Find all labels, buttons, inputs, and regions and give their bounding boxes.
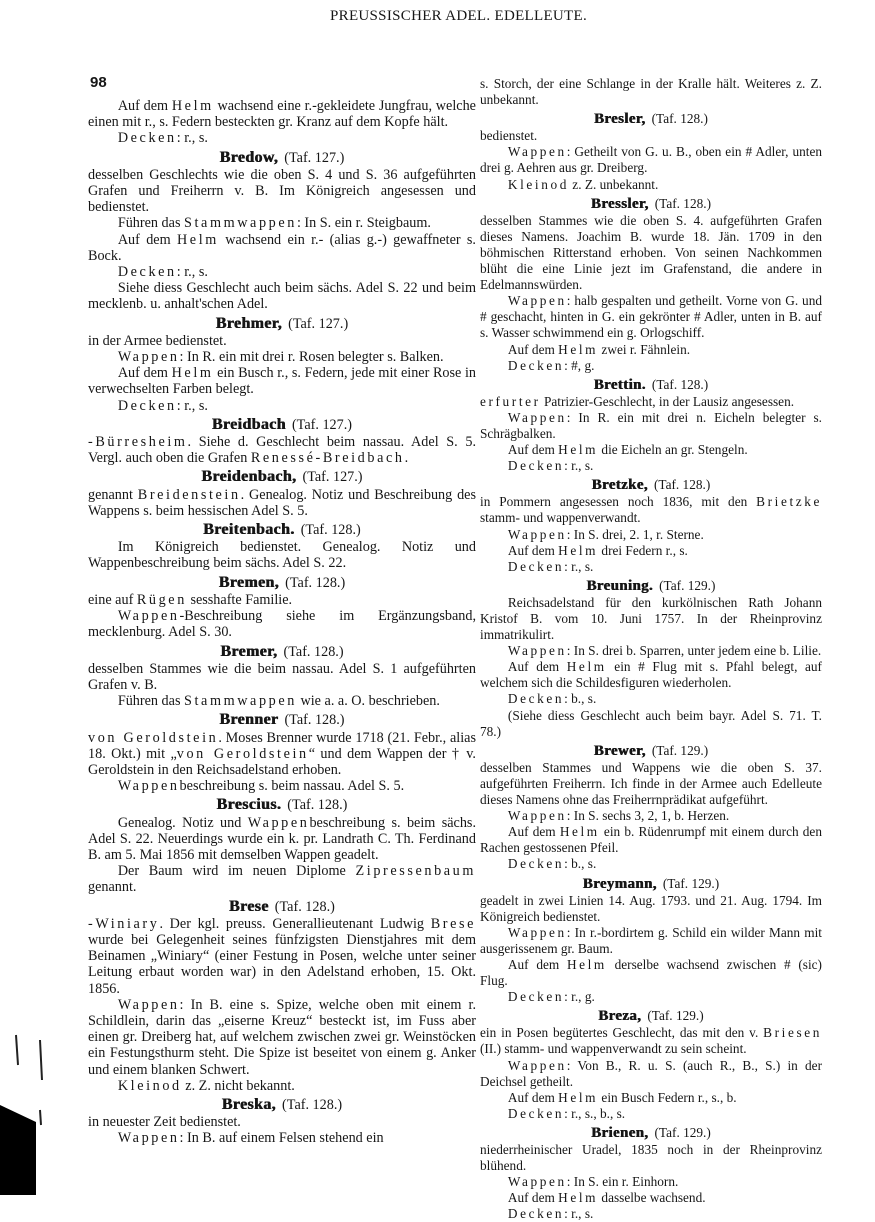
text-run: : In r.-bordirtem g. Schild ein wilder Mann mit ausgerissenem gr. Baum. xyxy=(480,924,822,956)
plate-reference: (Taf. 127.) xyxy=(284,149,345,166)
entry-paragraph xyxy=(480,442,822,458)
text-run: : In B. eine s. Spize, welche oben mit einem r. Schildlein, darin das „eiserne Kreuz“ besteckt ist, im Fuss aber einen gr. Dreiberg hat, auf welchem zwischen zwei gr. Weinstöcken ein Festungsthurm steht. Die Spize ist beseitet von einem g. Anker und einem blanken Schwert. xyxy=(88,996,476,1078)
text-run: (II.) stamm- und wappenverwandt zu sein scheint. xyxy=(480,1041,747,1057)
family-name: Breidenbach, xyxy=(201,468,297,486)
family-name: Brese xyxy=(229,897,269,915)
entry-paragraph xyxy=(480,213,822,293)
spaced-term: Helm xyxy=(558,341,599,357)
entry xyxy=(88,712,476,794)
entry-paragraph xyxy=(88,592,476,608)
spaced-term: Decken xyxy=(507,558,565,574)
text-run: : r., s. xyxy=(176,130,208,147)
entry-paragraph xyxy=(480,410,822,442)
plate-reference: (Taf. 129.) xyxy=(659,577,716,593)
scan-edge-artifact xyxy=(0,1010,50,1195)
entry-heading xyxy=(480,1125,822,1141)
text-run: desselben Geschlechts wie die oben S. 4 und S. 36 aufgeführten Grafen und Freiherrn v. B. Im Königreich angesessen und bedienstet. xyxy=(88,166,476,216)
text-run: zwei r. Fähnlein. xyxy=(598,341,691,357)
text-run: bedienstet. xyxy=(480,128,538,144)
text-run: Auf dem xyxy=(507,542,559,558)
spaced-term: Zipressenbaum xyxy=(355,863,476,880)
spaced-term: Decken xyxy=(507,856,565,872)
entry-paragraph xyxy=(480,342,822,358)
spaced-term: Helm xyxy=(566,659,607,675)
entry-heading xyxy=(88,1097,476,1113)
text-run: -Beschreibung siehe im Ergänzungsband, mecklenburg. Adel S. 30. xyxy=(88,608,476,641)
text-run: in neuester Zeit bedienstet. xyxy=(88,1114,241,1131)
spaced-term: von Geroldstein xyxy=(88,729,219,746)
entry-paragraph xyxy=(88,280,476,312)
entry xyxy=(88,1097,476,1147)
spaced-term: Brese xyxy=(430,915,476,932)
text-run: wie a. a. O. beschrieben. xyxy=(296,693,440,710)
entry-paragraph xyxy=(480,856,822,872)
entry-paragraph xyxy=(480,543,822,559)
text-run: : In B. auf einem Felsen stehend ein xyxy=(179,1130,384,1147)
entry xyxy=(480,76,822,108)
entry-paragraph xyxy=(480,808,822,824)
text-run: Auf dem xyxy=(507,1190,559,1206)
entry xyxy=(480,743,822,873)
plate-reference: (Taf. 128.) xyxy=(282,1096,343,1113)
family-name: Bresler, xyxy=(594,111,646,128)
text-run: Führen das xyxy=(117,215,185,232)
entry-paragraph xyxy=(88,232,476,264)
entry-paragraph xyxy=(480,559,822,575)
plate-reference: (Taf. 127.) xyxy=(302,469,363,486)
entry-paragraph xyxy=(480,1106,822,1122)
family-name: Brehmer, xyxy=(215,314,283,332)
entry xyxy=(88,797,476,895)
plate-reference: (Taf. 128.) xyxy=(300,522,361,539)
spaced-term: Decken xyxy=(117,397,177,414)
family-name: Bredow, xyxy=(219,148,279,166)
entry-paragraph xyxy=(88,916,476,997)
text-run: desselben Stammes wie die oben S. 4. aufgeführten Grafen dieses Namens. Joachim B. wurde 18. Jän. 1709 in den böhmischen Ritterstand erhoben. Von seinen Nachkommen blüht die eine Linie jezt im Grafenstand, die andere in Edelmannswürden. xyxy=(480,212,822,293)
entry xyxy=(480,876,822,1006)
plate-reference: (Taf. 129.) xyxy=(662,875,720,891)
entry-paragraph xyxy=(480,893,822,925)
spaced-term: Wappen xyxy=(507,526,567,542)
spaced-term: Wappen xyxy=(117,349,180,366)
text-run: : In S. drei b. Sparren, unter jedem eine b. Lilie. xyxy=(566,643,822,659)
entry-paragraph xyxy=(480,1058,822,1090)
spaced-term: Briesen xyxy=(763,1025,822,1041)
text-run: : In S. ein r. Einhorn. xyxy=(566,1174,679,1190)
spaced-term: Helm xyxy=(558,442,599,458)
entry-paragraph xyxy=(88,815,476,864)
plate-reference: (Taf. 128.) xyxy=(654,195,712,211)
entry-heading xyxy=(480,876,822,892)
family-name: Brenner xyxy=(219,711,279,729)
family-name: Bretzke, xyxy=(591,477,648,494)
text-run: Auf dem xyxy=(507,1089,559,1105)
spaced-term: Wappen xyxy=(507,924,567,940)
text-run: Reichsadelstand für den kurkölnischen Rath Johann Kristof B. vom 10. Juni 1757. In der Rheinprovinz immatrikulirt. xyxy=(480,594,822,643)
entry-paragraph xyxy=(88,1078,476,1094)
entry-heading xyxy=(88,712,476,728)
entry-paragraph xyxy=(88,365,476,397)
entry xyxy=(480,477,822,575)
entry-heading xyxy=(88,899,476,915)
text-run: z. Z. nicht bekannt. xyxy=(181,1077,295,1094)
entry-heading xyxy=(88,797,476,813)
spaced-term: Decken xyxy=(507,691,565,707)
text-run: Auf dem xyxy=(507,442,559,458)
entry-paragraph xyxy=(480,1206,822,1222)
entry-paragraph xyxy=(480,1190,822,1206)
text-run: stamm- und wappenverwandt. xyxy=(480,510,641,526)
spaced-term: Wappen xyxy=(507,1174,567,1190)
text-run: drei Federn r., s. xyxy=(598,542,688,558)
entry-heading xyxy=(88,644,476,660)
text-run: in der Armee bedienstet. xyxy=(88,332,227,349)
entry-paragraph xyxy=(480,957,822,989)
plate-reference: (Taf. 128.) xyxy=(283,643,344,660)
spaced-term: Wappen xyxy=(507,293,567,309)
entry xyxy=(88,644,476,710)
text-run: : In R. ein mit drei r. Rosen belegter s. Balken. xyxy=(179,349,444,366)
text-run: : b., s. xyxy=(564,691,597,707)
spaced-term: Helm xyxy=(559,824,600,840)
text-run: : r., s. xyxy=(564,558,594,574)
text-run: ein b. Rüdenrumpf mit einem durch den Rachen gestossenen Pfeil. xyxy=(480,824,822,856)
entry-paragraph xyxy=(480,144,822,176)
spaced-term: Wappen xyxy=(117,1130,180,1147)
spaced-term: Wappen xyxy=(117,996,180,1013)
entry xyxy=(88,417,476,467)
text-run: : Getheilt von G. u. B., oben ein # Adler, unten drei g. Aehren aus gr. Dreiberg. xyxy=(480,144,822,176)
plate-reference: (Taf. 129.) xyxy=(654,1124,711,1140)
entry xyxy=(88,316,476,414)
entry xyxy=(88,469,476,519)
text-run: . Moses Brenner wurde 1718 (21. Febr., alias 18. Okt.) mit „ xyxy=(88,729,476,762)
running-title: PREUSSISCHER ADEL. EDELLEUTE. xyxy=(330,8,588,24)
spaced-term: von Geroldstein xyxy=(176,745,309,762)
entry-paragraph xyxy=(480,1174,822,1190)
text-run: Patrizier-Geschlecht, in der Lausiz angesessen. xyxy=(540,393,795,409)
entry-paragraph xyxy=(480,458,822,474)
text-run: ein Busch r., s. Federn, jede mit einer Rose in verwechselten Farben belegt. xyxy=(88,365,476,398)
entry-paragraph xyxy=(88,1130,476,1146)
text-run: ein Busch Federn r., s., b. xyxy=(598,1089,737,1105)
page-number: 98 xyxy=(90,74,107,91)
entry-heading xyxy=(88,469,476,485)
entry-paragraph xyxy=(480,128,822,144)
entry xyxy=(480,377,822,475)
spaced-term: -Bürresheim xyxy=(88,434,188,451)
entry-heading xyxy=(88,316,476,332)
entry-paragraph xyxy=(88,539,476,571)
spaced-term: Helm xyxy=(566,956,607,972)
spaced-term: Decken xyxy=(117,264,177,281)
entry-paragraph xyxy=(480,177,822,193)
entry xyxy=(88,522,476,572)
entry-paragraph xyxy=(88,398,476,414)
entry-paragraph xyxy=(88,434,476,466)
text-run: genannt. xyxy=(88,879,137,896)
text-run: : halb gespalten und getheilt. Vorne von G. und # geschacht, hinten in G. ein gekrönter # Adler, unten in B. auf s. Wasser schwimmend ein g. Orlogschiff. xyxy=(480,293,822,341)
text-run: Genealog. Notiz und xyxy=(117,814,248,831)
text-run: : r., s. xyxy=(564,1206,594,1222)
entry-paragraph xyxy=(88,333,476,349)
entry-paragraph xyxy=(480,708,822,740)
plate-reference: (Taf. 128.) xyxy=(653,477,711,493)
entry-paragraph xyxy=(480,1090,822,1106)
spaced-term: Wappen xyxy=(507,808,567,824)
entry-paragraph xyxy=(88,661,476,693)
text-run: Auf dem xyxy=(117,231,177,248)
plate-reference: (Taf. 127.) xyxy=(291,416,353,433)
text-run: . Der kgl. preuss. Generallieutenant Ludwig xyxy=(159,915,431,932)
entry-paragraph xyxy=(88,98,476,130)
text-run: desselben Stammes und Wappens wie die oben S. 37. aufgeführten Freiherrn. Ich finde in der Armee auch Edelleute dieses Namens ohne das Freiherrnprädikat aufgeführt. xyxy=(480,759,822,808)
spaced-term: Decken xyxy=(117,130,177,147)
text-run: Siehe diess Geschlecht auch beim sächs. Adel S. 22 und beim mecklenb. u. anhalt'schen Adel. xyxy=(88,280,476,313)
entry xyxy=(88,899,476,1094)
text-run: niederrheinischer Uradel, 1835 noch in der Rheinprovinz blühend. xyxy=(480,1142,822,1174)
entry-heading xyxy=(480,377,822,393)
text-run: ein # Flug mit s. Pfahl belegt, auf welchem sich die Schildesfiguren wiederholen. xyxy=(480,659,822,691)
plate-reference: (Taf. 129.) xyxy=(651,742,709,758)
spaced-term: Wappen xyxy=(507,643,567,659)
family-name: Brescius. xyxy=(216,796,282,814)
text-run: dasselbe wachsend. xyxy=(598,1190,706,1206)
left-column xyxy=(88,98,476,1147)
text-run: genannt xyxy=(88,486,138,503)
text-run: : r., g. xyxy=(564,989,595,1005)
spaced-term: Kleinod xyxy=(507,176,569,192)
text-run: Auf dem xyxy=(507,956,567,972)
text-run: : In S. ein r. Steigbaum. xyxy=(296,215,431,232)
text-run: Auf dem xyxy=(117,98,172,114)
right-column xyxy=(480,76,822,1222)
text-run: . xyxy=(404,450,409,467)
entry-heading xyxy=(480,477,822,493)
entry-paragraph xyxy=(88,215,476,231)
entry-paragraph xyxy=(480,358,822,374)
spaced-term: Decken xyxy=(507,1105,565,1121)
text-run: Führen das xyxy=(117,693,185,710)
spaced-term: Wappen xyxy=(507,144,567,160)
text-run: : In S. sechs 3, 2, 1, b. Herzen. xyxy=(566,808,730,824)
entry xyxy=(88,150,476,313)
entry xyxy=(480,1008,822,1122)
entry-paragraph xyxy=(480,824,822,856)
entry xyxy=(480,578,822,740)
text-run: wurde bei Gelegenheit seines fünfzigsten Dienstjahres mit dem Beinamen „Winiary“ (einer Festung in Posen, welche unter seiner Leitung erbaut worden war) in den Adelstand erhoben, 15. Okt. 1856. xyxy=(88,931,476,997)
entry-paragraph xyxy=(88,730,476,779)
spaced-term: Breidenstein xyxy=(137,486,241,503)
spaced-term: Helm xyxy=(171,365,214,382)
text-run: desselben Stammes wie die beim nassau. Adel S. 1 aufgeführten Grafen v. B. xyxy=(88,660,476,693)
spaced-term: Renessé-Breidbach xyxy=(250,450,405,467)
text-run: geadelt in zwei Linien 14. Aug. 1793. und 21. Aug. 1794. Im Königreich bedienstet. xyxy=(480,892,822,924)
entry-paragraph xyxy=(88,167,476,216)
text-run: Auf dem xyxy=(507,341,559,357)
text-run: Auf dem xyxy=(117,365,172,382)
entry-heading xyxy=(480,578,822,594)
text-run: : r., s. xyxy=(176,264,208,281)
spaced-term: Stammwappen xyxy=(184,215,297,232)
spaced-term: Helm xyxy=(171,98,214,114)
entry-paragraph xyxy=(480,527,822,543)
spaced-term: Helm xyxy=(558,542,599,558)
plate-reference: (Taf. 129.) xyxy=(647,1008,704,1024)
plate-reference: (Taf. 128.) xyxy=(274,898,335,915)
spaced-term: Decken xyxy=(507,1206,565,1222)
entry-paragraph xyxy=(88,264,476,280)
spaced-term: Wappen xyxy=(507,409,567,425)
plate-reference: (Taf. 128.) xyxy=(285,574,346,591)
family-name: Breidbach xyxy=(211,415,286,433)
text-run: Der Baum wird im neuen Diplome xyxy=(117,863,356,880)
entry-heading xyxy=(88,417,476,433)
text-run: : In R. ein mit drei n. Eicheln belegter s. Schrägbalken. xyxy=(480,409,822,441)
spaced-term: Brietzke xyxy=(756,494,822,510)
entry-paragraph xyxy=(88,997,476,1078)
text-run: Auf dem xyxy=(507,824,560,840)
plate-reference: (Taf. 128.) xyxy=(284,712,345,729)
spaced-term: Wappen xyxy=(117,778,180,795)
entry-paragraph xyxy=(480,394,822,410)
entry-heading xyxy=(480,1008,822,1024)
family-name: Brettin. xyxy=(593,376,646,393)
spaced-term: Stammwappen xyxy=(184,693,297,710)
entry xyxy=(88,98,476,147)
spaced-term: Wappen xyxy=(507,1057,567,1073)
text-run: in Pommern angesessen noch 1836, mit den xyxy=(480,494,757,510)
plate-reference: (Taf. 128.) xyxy=(651,111,708,127)
entry-heading xyxy=(88,522,476,538)
entry-paragraph xyxy=(88,349,476,365)
text-run: : r., s., b., s. xyxy=(564,1105,626,1121)
spaced-term: Decken xyxy=(507,458,565,474)
spaced-term: Helm xyxy=(558,1089,599,1105)
spaced-term: -Winiary xyxy=(88,915,160,932)
entry-paragraph xyxy=(88,487,476,519)
entry-paragraph xyxy=(88,608,476,640)
text-run: : Von B., R. u. S. (auch R., B., S.) in der Deichsel getheilt. xyxy=(480,1057,822,1089)
family-name: Breza, xyxy=(598,1008,642,1025)
entry-paragraph xyxy=(480,643,822,659)
text-run: beschreibung s. beim nassau. Adel S. 5. xyxy=(179,778,405,795)
entry-paragraph xyxy=(480,76,822,108)
entry-paragraph xyxy=(88,130,476,146)
entry-heading xyxy=(88,150,476,166)
entry xyxy=(480,111,822,192)
entry-paragraph xyxy=(480,989,822,1005)
entry-paragraph xyxy=(480,1142,822,1174)
spaced-term: Helm xyxy=(176,231,219,248)
text-run: : b., s. xyxy=(564,856,597,872)
entry-paragraph xyxy=(88,778,476,794)
text-run: (Siehe diess Geschlecht auch beim bayr. Adel S. 71. T. 78.) xyxy=(480,707,822,739)
text-run: . Genealog. Notiz und Beschreibung des Wappens s. beim hessischen Adel S. 5. xyxy=(88,486,476,519)
family-name: Breska, xyxy=(221,1095,277,1113)
text-run: die Eicheln an gr. Stengeln. xyxy=(598,442,748,458)
family-name: Breuning. xyxy=(586,577,654,594)
spaced-term: Helm xyxy=(558,1190,599,1206)
entry xyxy=(88,575,476,641)
plate-reference: (Taf. 128.) xyxy=(287,797,348,814)
family-name: Bremer, xyxy=(220,642,278,660)
text-run: : #, g. xyxy=(564,357,595,373)
entry-heading xyxy=(480,111,822,127)
spaced-term: Wappen xyxy=(247,814,310,831)
text-run: : r., s. xyxy=(564,458,594,474)
entry-paragraph xyxy=(480,1025,822,1057)
text-run: beschreibung s. beim sächs. Adel S. 22. Neuerdings wurde ein k. pr. Landrath C. Th. Ferdinand B. am 5. Mai 1856 mit demselben Wappen geadelt. xyxy=(88,814,476,863)
entry-paragraph xyxy=(88,1114,476,1130)
family-name: Brienen, xyxy=(591,1124,649,1141)
entry-heading xyxy=(480,196,822,212)
plate-reference: (Taf. 127.) xyxy=(288,315,349,332)
entry-heading xyxy=(88,575,476,591)
family-name: Bressler, xyxy=(590,195,649,212)
text-run: wachsend ein r.- (alias g.-) gewaffneter s. Bock. xyxy=(88,231,476,264)
entry-heading xyxy=(480,743,822,759)
entry-paragraph xyxy=(480,925,822,957)
spaced-term: erfurter xyxy=(480,393,541,409)
text-run: sesshafte Familie. xyxy=(186,591,293,608)
spaced-term: Decken xyxy=(507,989,565,1005)
entry-paragraph xyxy=(480,659,822,691)
text-run: eine auf xyxy=(88,591,137,608)
text-run: : In S. drei, 2. 1, r. Sterne. xyxy=(566,526,704,542)
text-run: “ und dem Wappen der † v. Geroldstein in den Reichsadelstand erhoben. xyxy=(88,745,476,778)
plate-reference: (Taf. 128.) xyxy=(651,376,709,392)
family-name: Breitenbach. xyxy=(203,521,295,539)
entry xyxy=(480,1125,822,1222)
spaced-term: Rügen xyxy=(136,591,187,608)
spaced-term: Wappen xyxy=(117,608,180,625)
text-run: wachsend eine r.-gekleidete Jungfrau, welche einen mit r., s. Federn besteckten gr. Kranz auf dem Kopfe hält. xyxy=(88,98,476,131)
entry-paragraph xyxy=(480,760,822,808)
entry-paragraph xyxy=(480,595,822,643)
text-run: z. Z. unbekannt. xyxy=(568,176,659,192)
text-run: . Siehe d. Geschlecht beim nassau. Adel S. 5. Vergl. auch oben die Grafen xyxy=(88,434,476,467)
text-run: ein in Posen begütertes Geschlecht, das mit den v. xyxy=(480,1025,764,1041)
entry-paragraph xyxy=(480,293,822,341)
text-run: Im Königreich bedienstet. Genealog. Notiz und Wappenbeschreibung beim sächs. Adel S. 22. xyxy=(88,539,476,572)
text-run: derselbe wachsend zwischen # (sic) Flug. xyxy=(480,956,822,989)
family-name: Bremen, xyxy=(218,573,280,591)
family-name: Brewer, xyxy=(593,742,646,759)
entry xyxy=(480,196,822,374)
spaced-term: Decken xyxy=(507,357,565,373)
text-run: Auf dem xyxy=(507,659,567,675)
entry-paragraph xyxy=(88,693,476,709)
entry-paragraph xyxy=(480,494,822,526)
spaced-term: Kleinod xyxy=(117,1077,182,1094)
entry-paragraph xyxy=(88,863,476,895)
entry-paragraph xyxy=(480,691,822,707)
text-run: s. Storch, der eine Schlange in der Kralle hält. Weiteres z. Z. unbekannt. xyxy=(480,76,822,108)
text-run: : r., s. xyxy=(176,397,208,414)
family-name: Breymann, xyxy=(582,875,657,892)
